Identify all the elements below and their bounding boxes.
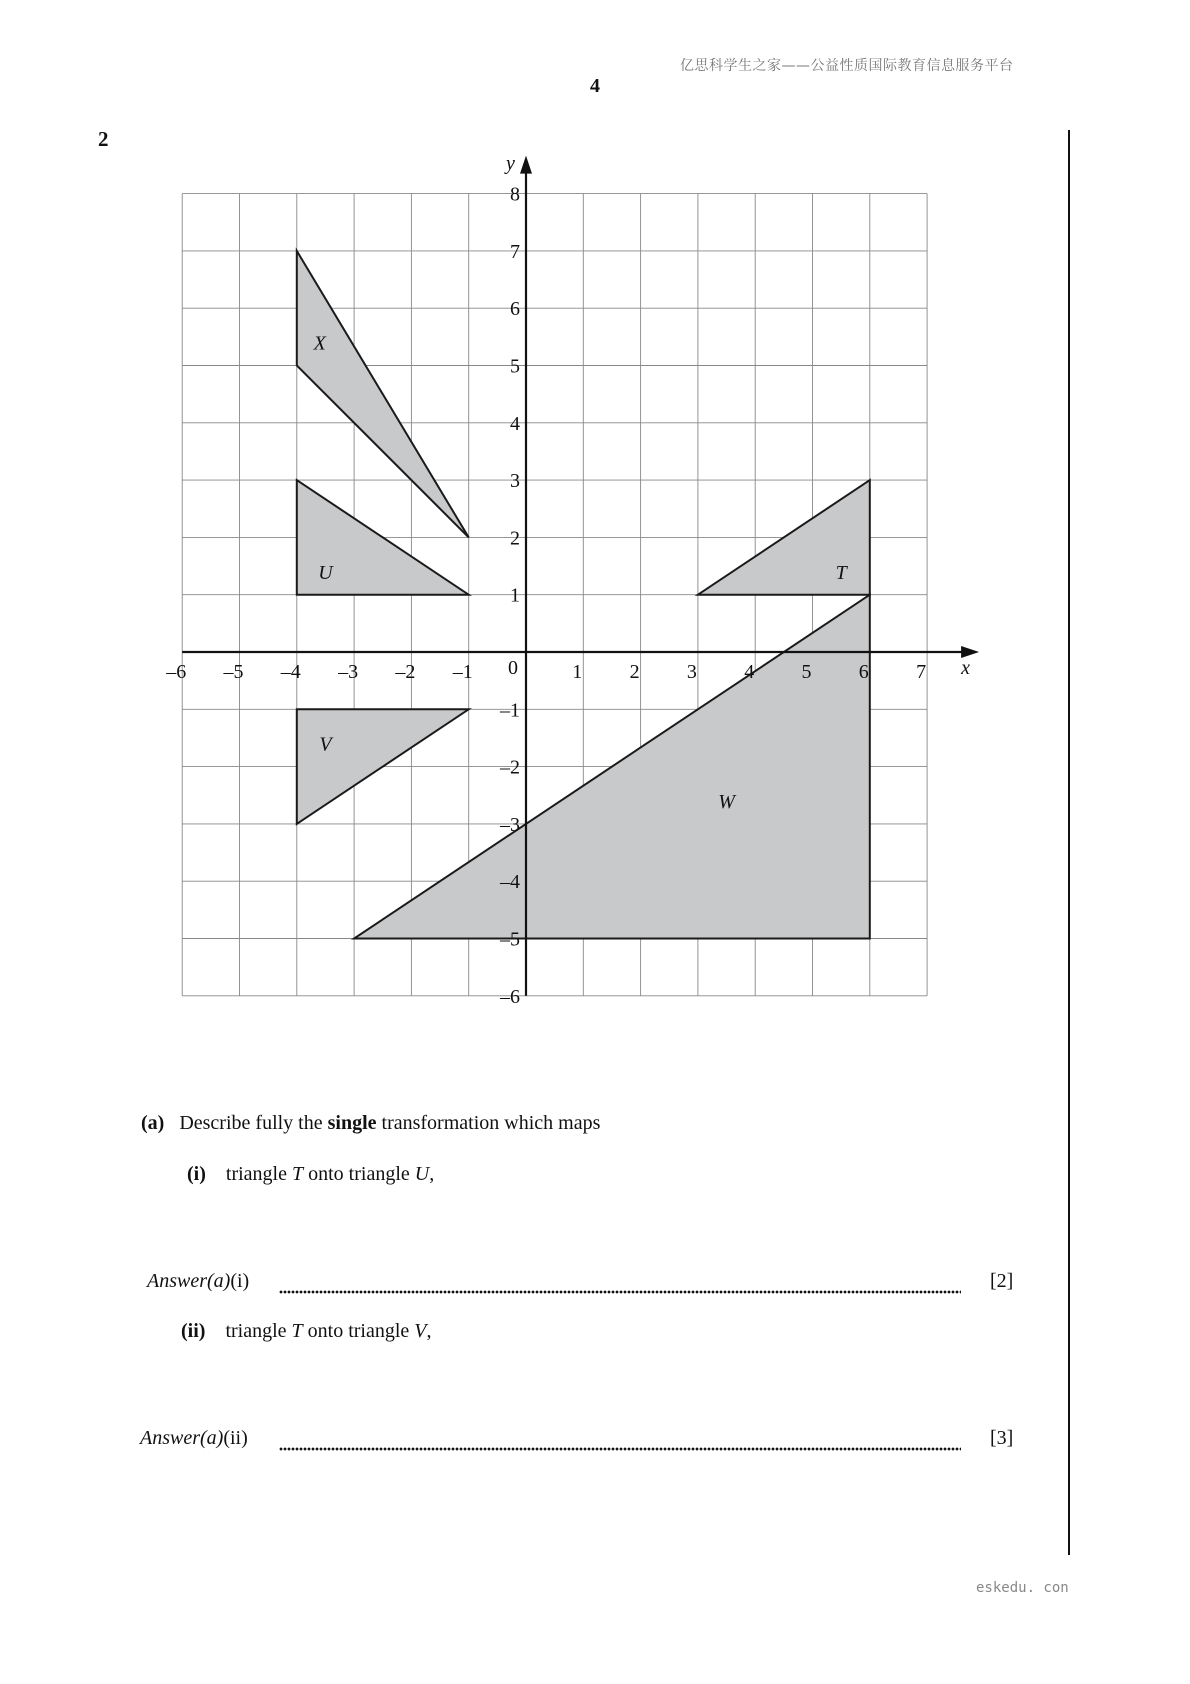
part-a-bold-word: single	[327, 1112, 377, 1134]
part-a-label: (a)	[141, 1112, 165, 1134]
x-tick-label: –1	[452, 661, 473, 683]
part-i-text-mid: onto triangle	[303, 1163, 415, 1185]
triangle-label-v: V	[319, 733, 332, 756]
answer-i-prefix-line	[147, 1270, 249, 1293]
x-tick-label: 3	[686, 661, 697, 683]
y-tick-label: 1	[510, 584, 520, 607]
x-tick-label: 1	[572, 661, 583, 683]
part-ii-target: V	[414, 1320, 427, 1342]
triangle-label-x: X	[313, 332, 326, 355]
y-tick-label: 8	[510, 183, 520, 206]
triangle-label-w: W	[718, 790, 735, 813]
answer-i-prefix: Answer(a)	[147, 1270, 231, 1292]
x-tick-label: 5	[801, 661, 812, 683]
part-i-triangle-t: T	[291, 1163, 304, 1185]
question-number: 2	[98, 127, 109, 151]
y-tick-label: 5	[510, 355, 520, 378]
x-tick-label: 4	[744, 661, 755, 683]
x-tick-label: –5	[223, 661, 244, 683]
triangle-label-u: U	[318, 561, 333, 584]
part-ii-triangle-t: T	[291, 1320, 303, 1342]
triangle-label-t: T	[835, 561, 847, 584]
footer-site: eskedu. con	[976, 1580, 1069, 1596]
page-number: 4	[590, 75, 600, 97]
y-tick-label: 2	[510, 527, 520, 550]
answer-ii-marks: [3]	[990, 1427, 1014, 1449]
y-tick-label: –5	[500, 928, 520, 951]
y-axis-arrow-icon	[520, 156, 532, 174]
y-tick-label: –3	[500, 813, 520, 836]
y-tick-label: 7	[510, 240, 520, 263]
answer-i-marks: [2]	[990, 1270, 1014, 1292]
triangle-x	[297, 251, 469, 538]
part-a-text-before: Describe fully the	[179, 1112, 328, 1134]
watermark-text: 亿思科学生之家——公益性质国际教育信息服务平台	[680, 58, 1014, 74]
origin-label: 0	[508, 657, 518, 679]
y-tick-label: –6	[500, 985, 520, 1008]
part-a-line	[141, 1112, 600, 1135]
answer-i-dotted-line[interactable]	[279, 1290, 961, 1294]
part-i-label: (i)	[187, 1163, 206, 1185]
x-tick-label: –4	[280, 661, 301, 683]
x-tick-label: 6	[858, 661, 869, 683]
part-i-target: U	[414, 1163, 430, 1185]
answer-ii-suffix: (ii)	[223, 1427, 248, 1449]
x-tick-label: 7	[916, 661, 927, 683]
part-a-text-after: transformation which maps	[376, 1112, 601, 1134]
y-tick-label: 3	[510, 470, 520, 493]
part-ii-text-end: ,	[426, 1320, 432, 1342]
y-tick-label: –2	[500, 756, 520, 779]
answer-i-suffix: (i)	[230, 1270, 250, 1292]
part-ii-line	[181, 1320, 432, 1343]
answer-ii-prefix-line	[140, 1427, 248, 1450]
x-axis-label: x	[961, 657, 970, 679]
part-ii-text-mid: onto triangle	[302, 1320, 415, 1342]
y-axis-label: y	[506, 152, 515, 175]
y-tick-label: –1	[500, 699, 520, 722]
part-ii-text-before: triangle	[225, 1320, 292, 1342]
part-i-line	[187, 1163, 434, 1186]
x-tick-label: 2	[629, 661, 640, 683]
answer-ii-prefix: Answer(a)	[140, 1427, 224, 1449]
y-tick-label: 6	[510, 298, 520, 321]
part-i-text-end: ,	[429, 1163, 435, 1185]
part-ii-label: (ii)	[181, 1320, 206, 1342]
x-tick-label: –2	[395, 661, 416, 683]
x-tick-label: –3	[338, 661, 359, 683]
x-tick-label: –6	[166, 661, 187, 683]
y-tick-label: 4	[510, 412, 520, 435]
y-tick-label: –4	[500, 871, 520, 894]
part-i-text-before: triangle	[225, 1163, 292, 1185]
answer-ii-dotted-line[interactable]	[279, 1447, 961, 1451]
